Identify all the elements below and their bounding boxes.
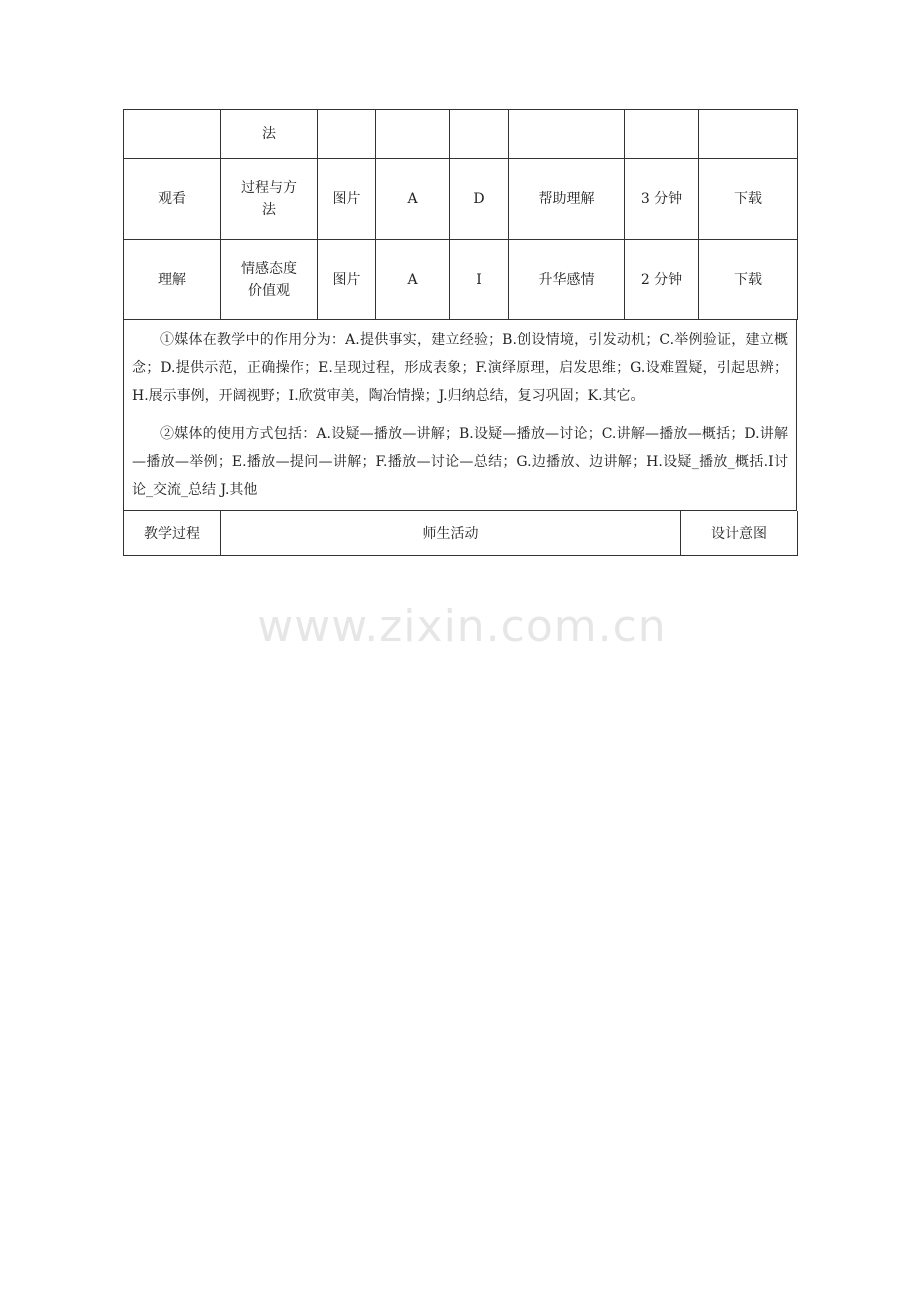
table-cell — [509, 110, 625, 159]
table-cell: 3 分钟 — [625, 159, 699, 240]
watermark: www.zixin.com.cn — [257, 601, 667, 652]
table-cell: 图片 — [318, 159, 376, 240]
table-cell — [450, 110, 509, 159]
table-cell: A — [376, 159, 450, 240]
table-cell: 下载 — [699, 240, 798, 320]
table-cell — [699, 110, 798, 159]
process-header-table — [123, 511, 798, 556]
table-row — [124, 159, 798, 240]
note-paragraph-1: ①媒体在教学中的作用分为：A.提供事实，建立经验；B.创设情境，引发动机；C.举例验证，建立概念；D.提供示范，正确操作；E.呈现过程，形成表象；F.演绎原理，启发思维；G.设难置疑，引起思辨；H.展示事例，开阔视野；I.欣赏审美，陶冶情操；J.归纳总结，复习巩固；K.其它。 — [132, 332, 788, 404]
table-cell: 理解 — [124, 240, 221, 320]
document-sheet — [123, 109, 797, 556]
table-row — [124, 511, 798, 556]
table-cell — [124, 110, 221, 159]
table-cell: 观看 — [124, 159, 221, 240]
media-table — [123, 109, 798, 320]
table-cell: D — [450, 159, 509, 240]
table-cell: 帮助理解 — [509, 159, 625, 240]
note-paragraph-2: ②媒体的使用方式包括：A.设疑—播放—讲解；B.设疑—播放—讨论；C.讲解—播放—概括；D.讲解—播放—举例；E.播放—提问—讲解；F.播放—讨论—总结；G.边播放、边讲解；H.设疑_播放_概括.I讨论_交流_总结 J.其他 — [132, 426, 788, 498]
table-cell: I — [450, 240, 509, 320]
table-cell: 下载 — [699, 159, 798, 240]
header-teaching-process: 教学过程 — [124, 511, 221, 556]
table-cell: 情感态度价值观 — [221, 240, 318, 320]
table-cell: A — [376, 240, 450, 320]
table-cell: 升华感情 — [509, 240, 625, 320]
table-cell: 过程与方法 — [221, 159, 318, 240]
table-cell — [376, 110, 450, 159]
header-activities: 师生活动 — [221, 511, 681, 556]
media-notes — [123, 320, 797, 511]
table-row — [124, 240, 798, 320]
table-cell: 法 — [221, 110, 318, 159]
table-cell: 图片 — [318, 240, 376, 320]
table-row — [124, 110, 798, 159]
table-cell: 2 分钟 — [625, 240, 699, 320]
table-cell — [318, 110, 376, 159]
header-design-intent: 设计意图 — [681, 511, 798, 556]
table-cell — [625, 110, 699, 159]
